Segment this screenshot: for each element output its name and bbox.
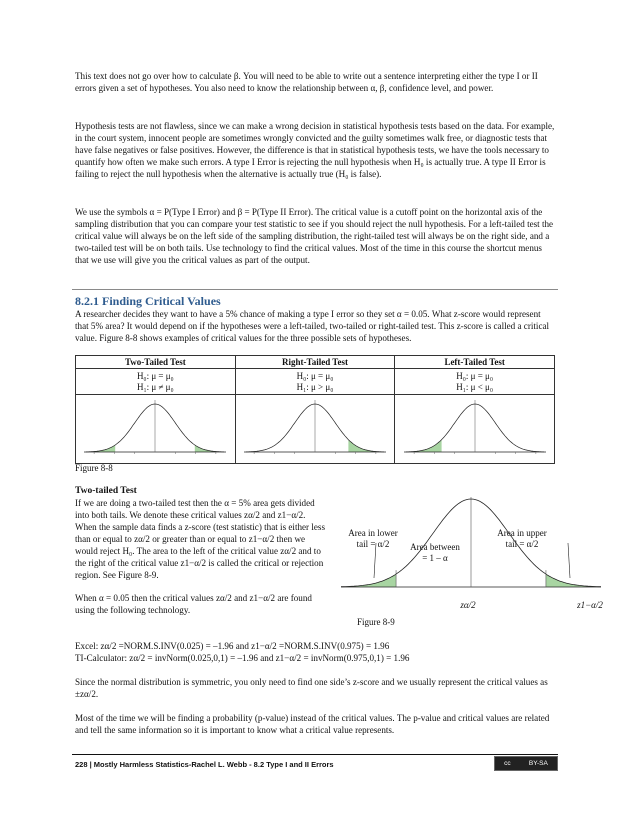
paragraph-beta: This text does not go over how to calculate β. You will need to be able to write out a sentence interpreting either the type I or II errors given a set of hypotheses. You also need to know the relationship between α, β, confidence level, and power. [75, 71, 538, 93]
paragraph-symmetric: Since the normal distribution is symmetric, you only need to find one side’s z-score and we usually represent the critical values as ±zα/2. [75, 677, 548, 699]
ti-calculator-line: TI-Calculator: zα/2 = invNorm(0.025,0,1) = –1.96 and z1−α/2 = invNorm(0.975,0,1) = 1.96 [75, 653, 410, 663]
upper-tail-shaded-region [546, 574, 601, 587]
upper-area-label: Area in upper tail = α/2 [497, 528, 547, 549]
footer-text: 228 | Mostly Harmless Statistics-Rachel L. Webb - 8.2 Type I and II Errors [75, 760, 334, 769]
excel-line: Excel: zα/2 =NORM.S.INV(0.025) = –1.96 and z1−α/2 =NORM.S.INV(0.975) = 1.96 [75, 641, 390, 651]
paragraph-p-value: Most of the time we will be finding a probability (p-value) instead of the critical values. The p-value and critical values are related and tell the same information so it is important to know what a critical value represents. [75, 713, 550, 735]
two-tailed-heading: Two-tailed Test [75, 486, 137, 496]
critical-values-table [75, 355, 555, 464]
figure-8-9-caption: Figure 8-9 [357, 617, 395, 627]
header-left-tailed: Left-Tailed Test [395, 356, 555, 369]
z-left-label: zα/2 [460, 600, 476, 610]
cc-by-sa-badge: cc BY-SA [494, 756, 558, 771]
paragraph-hypothesis-errors: Hypothesis tests are not flawless, since we can make a wrong decision in statistical hypothesis tests based on the data. For example, in the court system, innocent people are sometimes wrongly convicted and the guilty sometimes walk free, or diagnostic tests that have false negatives or false positives. However, the difference is that in statistical hypothesis tests, we have the tools necessary to quantify how often we make such errors. A type I Error is rejecting the null hypothesis when H₀ is actually true. A type II Error is failing to reject the null hypothesis when the alternative is actually true (H₀ is false). [75, 121, 555, 179]
figure-8-8-caption: Figure 8-8 [75, 463, 113, 473]
paragraph-critical-value: We use the symbols α = P(Type I Error) and β = P(Type II Error). The critical value is a cutoff point on the horizontal axis of the sampling distribution that you can compare your test statistic to see if you should reject the null hypothesis. For a left-tailed test the critical value will always be on the left side of the sampling distribution, the right-tailed test will always be on the right side, and a two-tailed test will be on both tails. Use technology to find the critical values. Most of the time in this course the shortcut menus that we use will give you the critical values as part of the output. [75, 207, 554, 265]
section-rule [72, 289, 558, 290]
graph-two-tailed [76, 395, 236, 464]
footer-rule [72, 754, 558, 755]
figure-8-9-graph [336, 495, 626, 607]
z-right-label: z1−α/2 [577, 600, 603, 610]
middle-area-label: Area between = 1 – α [410, 542, 460, 563]
paragraph-researcher: A researcher decides they want to have a 5% chance of making a type I error so they set α = 0.05. What z-score would represent that 5% area? It would depend on if the hypotheses were a left-tailed, two-tailed or right-tailed test. This z-score is called a critical value. Figure 8-8 shows examples of critical values for the three possible sets of hypotheses. [75, 309, 550, 343]
graph-right-tailed [235, 395, 395, 464]
cc-icon: cc [504, 760, 511, 767]
header-two-tailed: Two-Tailed Test [76, 356, 236, 369]
upper-label-pointer [568, 543, 570, 578]
header-right-tailed: Right-Tailed Test [235, 356, 395, 369]
paragraph-two-tailed: If we are doing a two-tailed test then the α = 5% area gets divided into both tails. We denote these critical values zα/2 and z1−α/2. When the sample data finds a z-score (test statistic) that is either less than or equal to zα/2 or greater than or equal to z1−α/2 then we would reject H₀. The area to the left of the critical value zα/2 and to the right of the critical value z1−α/2 is called the critical or rejection region. See Figure 8-9. [75, 498, 325, 580]
section-heading: 8.2.1 Finding Critical Values [75, 294, 221, 308]
hypotheses-two-tailed: H₀: μ = μ₀ H₁: μ ≠ μ₀ [76, 369, 236, 395]
hypotheses-right-tailed: H₀: μ = μ₀ H₁: μ > μ₀ [235, 369, 395, 395]
graph-left-tailed [395, 395, 555, 464]
hypotheses-left-tailed: H₀: μ = μ₀ H₁: μ < μ₀ [395, 369, 555, 395]
paragraph-alpha-005: When α = 0.05 then the critical values zα/2 and z1−α/2 are found using the following technology. [75, 593, 312, 615]
lower-tail-shaded-region [341, 574, 396, 587]
lower-area-label: Area in lower tail = α/2 [348, 528, 398, 549]
